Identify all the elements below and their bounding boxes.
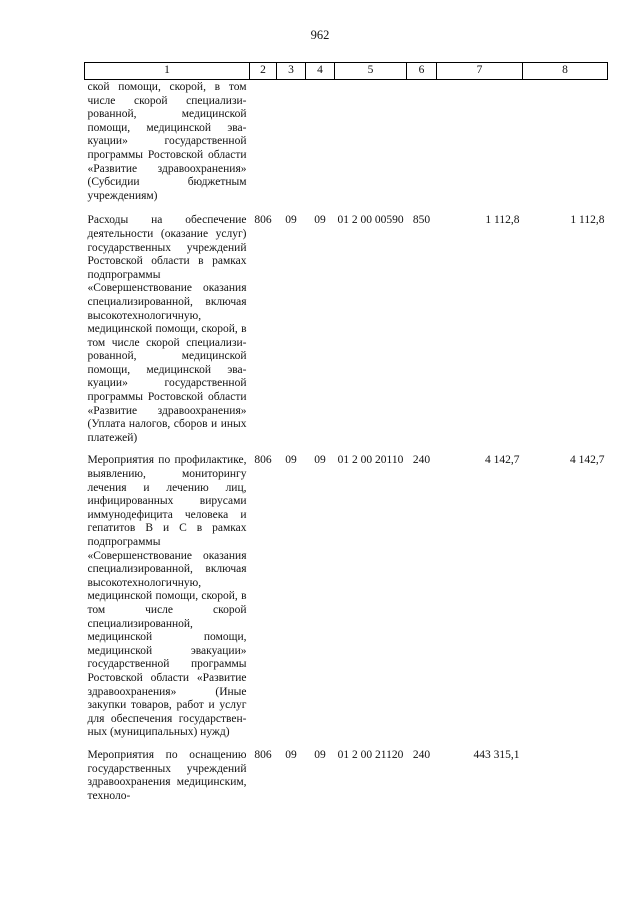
section-code: 09 — [285, 454, 297, 467]
table-row — [85, 445, 608, 739]
ministry-code: 806 — [254, 454, 272, 467]
table-row — [85, 740, 608, 803]
column-header: 5 — [335, 63, 407, 80]
section-code: 09 — [285, 748, 297, 761]
ministry-code: 806 — [254, 748, 272, 761]
table-header-row — [85, 63, 608, 80]
target-article-code: 01 2 00 00590 — [337, 214, 404, 227]
amount-year-1: 4 142,7 — [485, 454, 520, 467]
column-header: 4 — [306, 63, 335, 80]
row-description: ской помощи, скорой, в том числе скорой специализированной, медицинской помощи, медицинской эвакуации» государственной программы Ростовской области «Развитие здравоохранения» (Субсидии бюджетным учреждениям) — [87, 81, 247, 202]
page-number: 962 — [310, 28, 330, 42]
target-article-code: 01 2 00 20110 — [337, 454, 404, 467]
row-description: Расходы на обеспечение деятельности (оказание услуг) государственных учреждений Ростовской области в рамках подпрограммы «Совершенствование оказания специализированной, включая высокотехнологичную, медицинской помощи, скорой, в том числе скорой специализированной, медицинской помощи, медицинской эвакуации» государственной программы Ростовской области «Развитие здравоохранения» (Уплата налогов, сборов и иных платежей) — [87, 214, 247, 444]
subsection-code — [306, 80, 335, 204]
budget-table — [84, 62, 608, 803]
column-header: 6 — [407, 63, 437, 80]
ministry-code: 806 — [254, 214, 272, 227]
subsection-code: 09 — [314, 748, 326, 761]
target-article-code: 01 2 00 21120 — [337, 748, 404, 761]
amount-year-2 — [523, 740, 608, 803]
amount-year-2: 1 112,8 — [570, 214, 605, 227]
target-article-code — [335, 80, 407, 204]
column-header: 7 — [437, 63, 523, 80]
subsection-code: 09 — [314, 454, 326, 467]
expense-type-code: 240 — [412, 748, 431, 761]
column-header: 1 — [85, 63, 250, 80]
amount-year-2 — [523, 80, 608, 204]
column-header: 8 — [523, 63, 608, 80]
section-code: 09 — [285, 214, 297, 227]
row-description: Мероприятия по оснащению государственных учреждений здравоохранения медицинским, техноло- — [87, 748, 247, 802]
column-header: 2 — [250, 63, 277, 80]
amount-year-1 — [437, 80, 523, 204]
section-code — [277, 80, 306, 204]
subsection-code: 09 — [314, 214, 326, 227]
amount-year-1: 443 315,1 — [473, 748, 520, 761]
amount-year-2: 4 142,7 — [570, 454, 605, 467]
ministry-code — [250, 80, 277, 204]
amount-year-1: 1 112,8 — [485, 214, 520, 227]
table-row — [85, 80, 608, 204]
column-header: 3 — [277, 63, 306, 80]
expense-type-code: 850 — [412, 214, 431, 227]
row-description: Мероприятия по профилактике, выявлению, мониторингу лечения и лечению лиц, инфицированных вирусами иммунодефицита человека и гепатитов B и C в рамках подпрограммы «Совершенствование оказания специализированной, включая высокотехнологичную, медицинской помощи, скорой, в том числе скорой специализированной, медицинской помощи, медицинской эвакуации» государственной программы Ростовской области «Развитие здравоохранения» (Иные закупки товаров, работ и услуг для обеспечения государственных (муниципальных) нужд) — [87, 454, 247, 739]
expense-type-code: 240 — [412, 454, 431, 467]
expense-type-code — [407, 80, 437, 204]
table-row — [85, 203, 608, 445]
